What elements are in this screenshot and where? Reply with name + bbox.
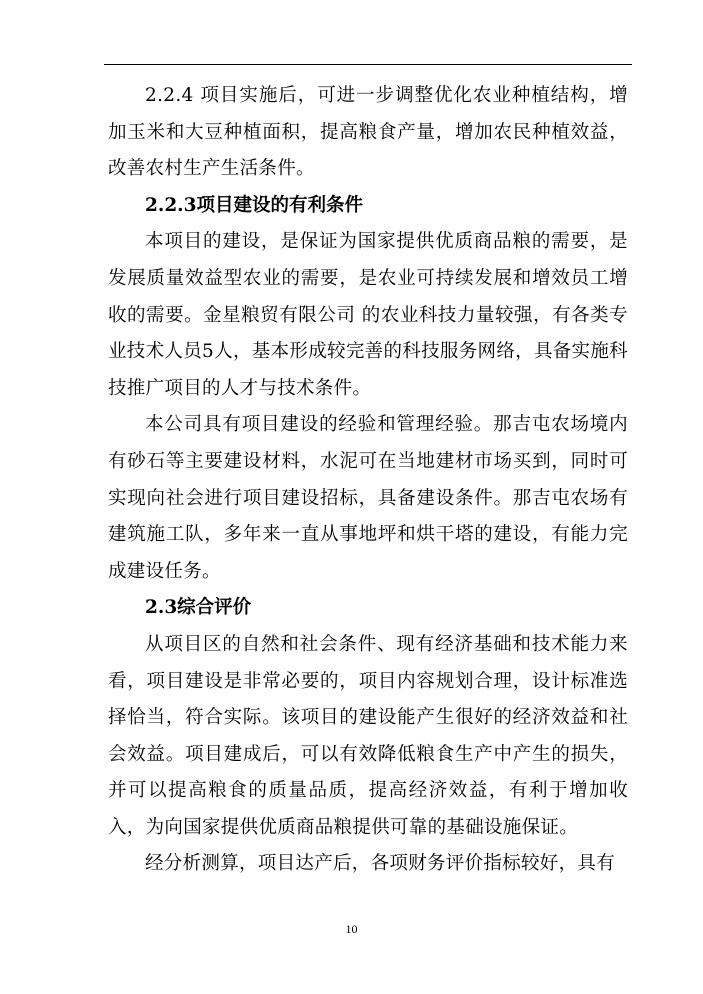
page-content (108, 78, 628, 883)
page-number: 10 (345, 922, 358, 936)
paragraph-planting-structure: 2.2.4 项目实施后，可进一步调整优化农业种植结构，增加玉米和大豆种植面积，提高粮食产量，增加农民种植效益，改善农村生产生活条件。 (108, 85, 628, 180)
paragraph-evaluation-summary: 从项目区的自然和社会条件、现有经济基础和技术能力来看，项目建设是非常必要的，项目内容规划合理，设计标准选择恰当，符合实际。该项目的建设能产生很好的经济效益和社会效益。项目建成后，可以有效降低粮食生产中产生的损失，并可以提高粮食的质量品质，提高经济效益，有利于增加收入，为向国家提供优质商品粮提供可靠的基础设施保证。 (108, 633, 628, 838)
paragraph-financial-analysis: 经分析测算，项目达产后，各项财务评价指标较好，具有 (145, 853, 616, 875)
section-heading-favorable-conditions: 2.2.3项目建设的有利条件 (145, 194, 363, 216)
header-rule (104, 64, 632, 65)
section-heading-comprehensive-evaluation: 2.3综合评价 (145, 597, 252, 619)
paragraph-construction-experience: 本公司具有项目建设的经验和管理经验。那吉屯农场境内有砂石等主要建设材料，水泥可在当地建材市场买到，同时可实现向社会进行项目建设招标，具备建设条件。那吉屯农场有建筑施工队，多年来一直从事地坪和烘干塔的建设，有能力完成建设任务。 (108, 414, 628, 582)
paragraph-construction-needs: 本项目的建设，是保证为国家提供优质商品粮的需要，是发展质量效益型农业的需要，是农业可持续发展和增效员工增收的需要。金星粮贸有限公司 的农业科技力量较强，有各类专业技术人员5人，基本形成较完善的科技服务网络，具备实施科技推广项目的人才与技术条件。 (108, 231, 628, 399)
